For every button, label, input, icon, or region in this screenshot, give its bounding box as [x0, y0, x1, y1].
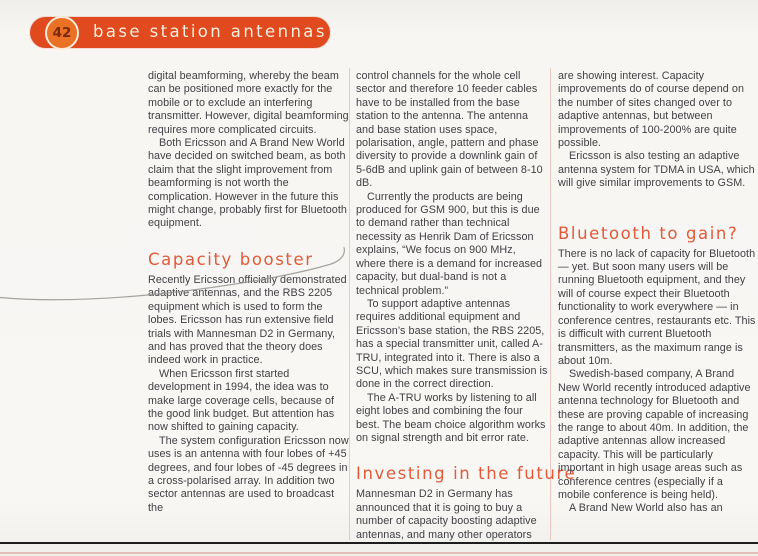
paragraph: The A-TRU works by listening to all eight lobes and combining the four best. The beam choice algorithm works on signal strength and bit error rate.: [356, 391, 546, 444]
paragraph: Recently Ericsson officially demonstrated adaptive antennas, and the RBS 2205 equipment which is used to form the lobes. Ericsson has run extensive field trials with Mannesman D2 in Germany, and has proved that the theory does indeed work in practice.: [148, 273, 347, 367]
paragraph: Swedish-based company, A Brand New World recently introduced adaptive antenna technology for Bluetooth and these are proving capable of increasing the range to about 40m. In addition, the adaptive antennas allow increased capacity. This will be particularly important in high usage areas such as conference centres (especially if a mobile conference is being held).: [558, 368, 751, 501]
article-title: base station antennas: [93, 22, 327, 41]
paragraph: Currently the products are being produced for GSM 900, but this is due to demand rather than technical necessity as Henrik Dam of Ericsson explains, “We focus on 900 MHz, where there is a demand for increased capacity, but dual-band is not a technical problem.”: [356, 190, 543, 297]
page-number: 42: [52, 24, 72, 41]
paragraph: are showing interest. Capacity improvements do of course depend on the number of sites changed over to adaptive antennas, but between improvements of 100-200% are quite possible.: [558, 70, 745, 150]
text-column-2: [356, 70, 577, 542]
paragraph: Ericsson is also testing an adaptive antenna system for TDMA in USA, which will give similar improvements to GSM.: [558, 150, 755, 190]
column-separator: [349, 68, 350, 540]
paragraph: To support adaptive antennas requires additional equipment and Ericsson’s base station, the RBS 2205, has a special transmitter unit, called A-TRU, integrated into it. There is also a SCU, which makes sure transmission is done in the correct direction.: [356, 297, 548, 391]
header-banner: [30, 17, 330, 48]
section-heading-investing-in-the-future: Investing in the future: [356, 464, 577, 484]
paragraph: When Ericsson first started development in 1994, the idea was to make large coverage cells, because of the good link budget. But attention has now shifted to gaining capacity.: [148, 367, 335, 434]
paragraph: The system configuration Ericsson now uses is an antenna with four lobes of +45 degrees, and four lobes of -45 degrees in a cross-polarised array. In addition two sector antennas are used to broadcast the: [148, 434, 349, 514]
paragraph: Both Ericsson and A Brand New World have decided on switched beam, as both claim that the slight improvement from beamforming is not worth the complication. However in the future this might change, probably first for Bluetooth equipment.: [148, 137, 347, 230]
bottom-rule: [0, 542, 758, 544]
section-heading-capacity-booster: Capacity booster: [148, 249, 314, 269]
page-number-badge: [45, 16, 79, 50]
paragraph: There is no lack of capacity for Bluetooth — yet. But soon many users will be running Bluetooth equipment, and they will of course expect their Bluetooth functionality to work everywhere — in conference centres, restaurants etc. This is difficult with current Bluetooth transmitters, as the maximum range is about 10m.: [558, 247, 756, 367]
section-heading-bluetooth-to-gain: Bluetooth to gain?: [558, 223, 739, 243]
text-column-3: [558, 70, 756, 516]
page-bottom-edge: [0, 552, 758, 554]
paragraph: control channels for the whole cell sector and therefore 10 feeder cables have to be installed from the base station to the antenna. The antenna and base station uses space, polarisation, angle, pattern and phase diversity to provide a downlink gain of 5-6dB and uplink gain of between 8-10 dB.: [356, 70, 543, 190]
paragraph: digital beamforming, whereby the beam can be positioned more exactly for the mobile or to exclude an interfering transmitter. However, digital beamforming requires more complicated circuits.: [148, 70, 349, 136]
paragraph: A Brand New World also has an: [569, 502, 723, 515]
paragraph: Mannesman D2 in Germany has announced that it is going to buy a number of capacity boosting adaptive antennas, and many other operators: [356, 488, 537, 541]
text-column-1: [148, 70, 349, 515]
